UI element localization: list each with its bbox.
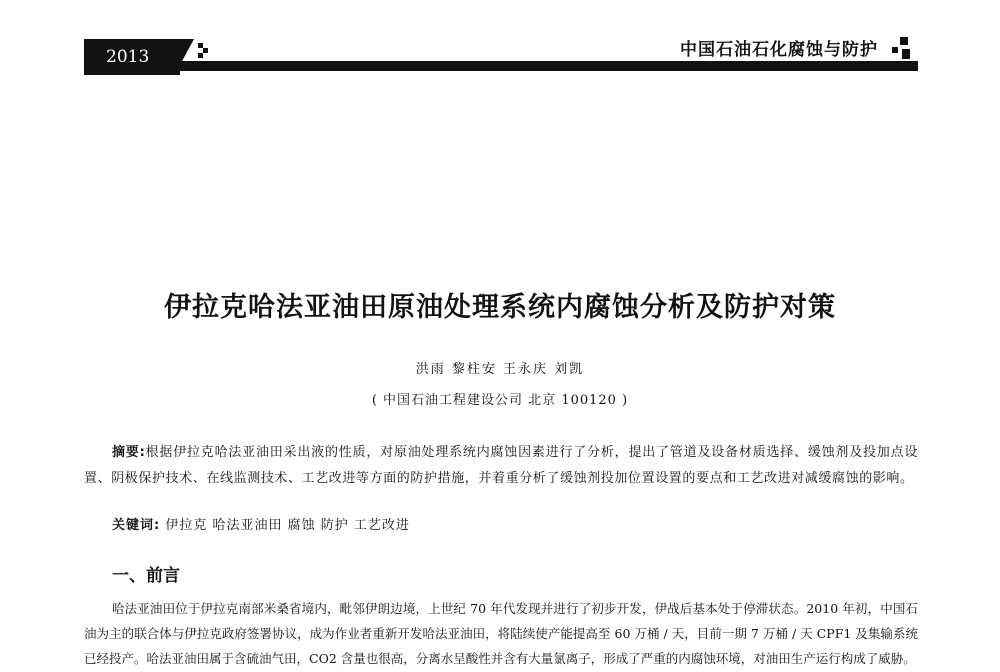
keywords-text: 伊拉克 哈法亚油田 腐蚀 防护 工艺改进 — [165, 518, 410, 533]
section-heading-introduction: 一、前言 — [112, 566, 180, 586]
abstract-text: 根据伊拉克哈法亚油田采出液的性质，对原油处理系统内腐蚀因素进行了分析，提出了管道及设备材质选择、缓蚀剂及投加点设置、阴极保护技术、在线监测技术、工艺改进等方面的防护措施，并着重分析了缓蚀剂投加位置设置的要点和工艺改进对减缓腐蚀的影响。 — [84, 445, 919, 486]
abstract — [84, 440, 918, 492]
article-authors: 洪雨 黎柱安 王永庆 刘凯 — [415, 362, 585, 377]
header-notch-decoration — [180, 39, 194, 65]
journal-square-decoration-icon — [892, 37, 912, 61]
header-rule — [84, 61, 918, 71]
body-paragraph: 哈法亚油田位于伊拉克南部米桑省境内，毗邻伊朗边境，上世纪 70 年代发现并进行了初步开发，伊战后基本处于停滞状态。2010 年初，中国石油为主的联合体与伊拉克政府签署协议，成为作业者重新开发哈法亚油田，将陆续使产能提高至 60 万桶 / 天，目前一期 7 万桶 / 天 CPF1 及集输系统已经投产。哈法亚油田属于含硫油气田，CO2 含量也很高，分离水呈酸性并含有大量氯离子，形成了严重的内腐蚀环境，对油田生产运行构成了威胁。 — [84, 601, 918, 666]
article-title: 伊拉克哈法亚油田原油处理系统内腐蚀分析及防护对策 — [164, 292, 836, 323]
page-header — [84, 35, 918, 75]
year-label: 2013 — [84, 39, 180, 75]
abstract-label: 摘要: — [112, 445, 146, 460]
article-affiliation: ( 中国石油工程建设公司 北京 100120 ) — [371, 393, 629, 408]
journal-title: 中国石油石化腐蚀与防护 — [680, 40, 878, 60]
keywords — [112, 514, 410, 533]
header-square-decoration-icon — [198, 43, 208, 59]
keywords-label: 关键词: — [112, 518, 161, 533]
